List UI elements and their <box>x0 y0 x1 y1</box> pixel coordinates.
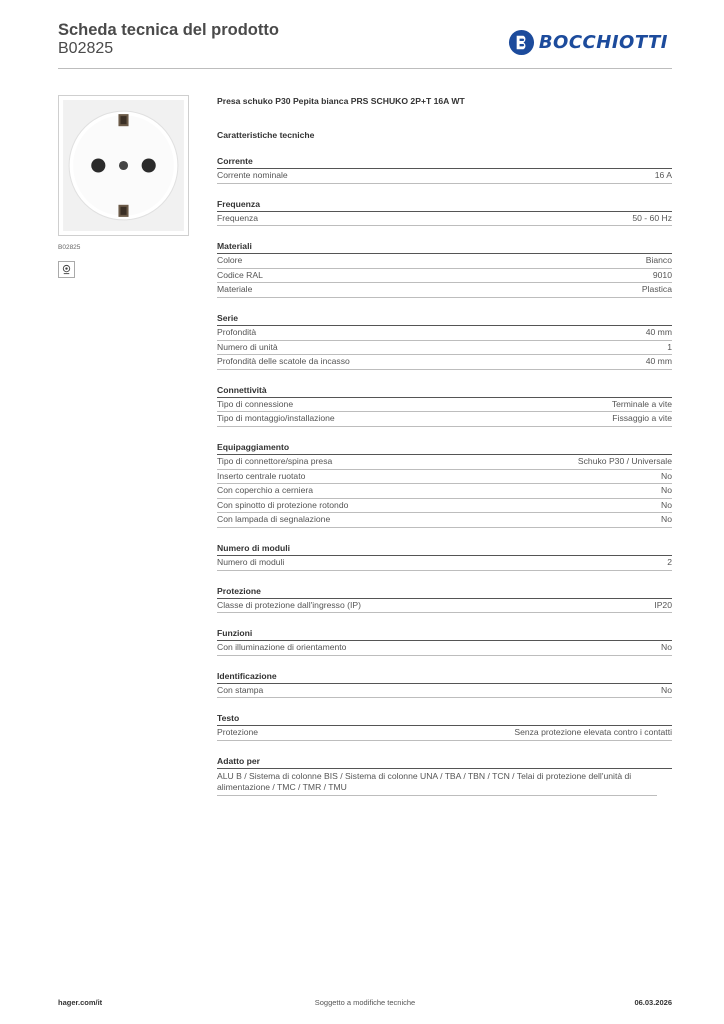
fit-title: Adatto per <box>217 755 672 769</box>
spec-value: Senza protezione elevata contro i contatti <box>514 727 672 738</box>
spec-label: Numero di unità <box>217 341 278 352</box>
section-title: Connettività <box>217 384 672 398</box>
spec-row <box>217 341 672 356</box>
spec-row <box>217 499 672 514</box>
product-details <box>217 96 672 796</box>
section-title: Materiali <box>217 240 672 254</box>
spec-row <box>217 355 672 370</box>
footer-website-link[interactable]: hager.com/it <box>58 998 103 1007</box>
spec-value: No <box>661 684 672 695</box>
fit-section <box>217 755 672 796</box>
spec-label: Materiale <box>217 284 253 295</box>
section-title: Protezione <box>217 585 672 599</box>
spec-row <box>217 484 672 499</box>
product-code: B02825 <box>58 40 114 57</box>
spec-value: IP20 <box>654 599 672 610</box>
section-title: Serie <box>217 312 672 326</box>
spec-label: Colore <box>217 255 243 266</box>
spec-section <box>217 542 672 571</box>
spec-row <box>217 169 672 184</box>
spec-label: Con lampada di segnalazione <box>217 514 331 525</box>
spec-section <box>217 670 672 699</box>
spec-value: No <box>661 642 672 653</box>
spec-row <box>217 599 672 614</box>
spec-row <box>217 412 672 427</box>
bocchiotti-logo-icon <box>508 29 535 56</box>
spec-row <box>217 641 672 656</box>
section-title: Numero di moduli <box>217 542 672 556</box>
spec-section <box>217 240 672 298</box>
spec-row <box>217 326 672 341</box>
spec-value: Fissaggio a vite <box>612 413 672 424</box>
spec-value: No <box>661 499 672 510</box>
spec-section <box>217 712 672 741</box>
spec-label: Protezione <box>217 727 259 738</box>
spec-label: Con stampa <box>217 684 264 695</box>
header-divider <box>58 68 672 69</box>
spec-value: No <box>661 514 672 525</box>
spec-label: Profondità delle scatole da incasso <box>217 356 350 367</box>
spec-section <box>217 441 672 528</box>
spec-row <box>217 470 672 485</box>
image-caption: B02825 <box>58 244 81 251</box>
spec-section <box>217 627 672 656</box>
brand-logo <box>508 29 668 56</box>
section-title: Frequenza <box>217 198 672 212</box>
spec-label: Numero di moduli <box>217 556 285 567</box>
spec-value: Terminale a vite <box>611 398 672 409</box>
page-title: Scheda tecnica del prodotto <box>58 21 279 39</box>
spec-value: 2 <box>667 556 672 567</box>
fit-text: ALU B / Sistema di colonne BIS / Sistema di colonne UNA / TBA / TBN / TCN / Telai di protezione dell'unità di alimentazione / TMC / TMR / TMU <box>217 769 657 796</box>
spec-section <box>217 312 672 370</box>
spec-section <box>217 198 672 227</box>
product-photo <box>58 95 189 236</box>
spec-row <box>217 726 672 741</box>
spec-row <box>217 398 672 413</box>
section-title: Corrente <box>217 155 672 169</box>
spec-value: 16 A <box>654 170 672 180</box>
spec-value: Plastica <box>641 284 672 295</box>
spec-label: Con spinotto di protezione rotondo <box>217 499 349 510</box>
spec-row <box>217 269 672 284</box>
section-title: Testo <box>217 712 672 726</box>
spec-value: No <box>661 485 672 496</box>
spec-row <box>217 513 672 528</box>
schuko-socket-image <box>63 100 184 231</box>
spec-value: No <box>661 470 672 481</box>
spec-label: Codice RAL <box>217 269 263 280</box>
spec-row <box>217 684 672 699</box>
spec-label: Tipo di montaggio/installazione <box>217 413 335 424</box>
spec-label: Corrente nominale <box>217 170 288 180</box>
spec-section <box>217 155 672 184</box>
spec-section <box>217 384 672 427</box>
footer-date: 06.03.2026 <box>634 998 672 1007</box>
spec-label: Inserto centrale ruotato <box>217 470 306 481</box>
tech-features-title: Caratteristiche tecniche <box>217 130 315 140</box>
spec-label: Frequenza <box>217 212 259 223</box>
spec-label: Classe di protezione dall'ingresso (IP) <box>217 599 361 610</box>
product-image-column <box>58 95 189 278</box>
spec-label: Con illuminazione di orientamento <box>217 642 347 653</box>
spec-value: 1 <box>667 341 672 352</box>
spec-row <box>217 212 672 227</box>
spec-value: Bianco <box>645 255 672 266</box>
spec-label: Con coperchio a cerniera <box>217 485 314 496</box>
certification-icon <box>58 261 75 278</box>
section-title: Funzioni <box>217 627 672 641</box>
spec-section <box>217 585 672 614</box>
spec-sections <box>217 155 672 741</box>
spec-row <box>217 455 672 470</box>
spec-row <box>217 283 672 298</box>
spec-label: Tipo di connettore/spina presa <box>217 455 333 466</box>
page-header <box>58 20 672 70</box>
spec-value: 40 mm <box>645 326 672 337</box>
spec-value: 50 - 60 Hz <box>632 212 672 223</box>
section-title: Identificazione <box>217 670 672 684</box>
spec-row <box>217 254 672 269</box>
product-name: Presa schuko P30 Pepita bianca PRS SCHUKO 2P+T 16A WT <box>217 96 465 106</box>
spec-label: Tipo di connessione <box>217 398 294 409</box>
section-title: Equipaggiamento <box>217 441 672 455</box>
spec-value: 9010 <box>652 269 672 280</box>
footer-note: Soggetto a modifiche tecniche <box>314 998 416 1007</box>
spec-value: Schuko P30 / Universale <box>577 455 672 466</box>
spec-value: 40 mm <box>645 356 672 367</box>
brand-name: BOCCHIOTTI <box>538 32 668 53</box>
spec-label: Profondità <box>217 326 257 337</box>
spec-row <box>217 556 672 571</box>
